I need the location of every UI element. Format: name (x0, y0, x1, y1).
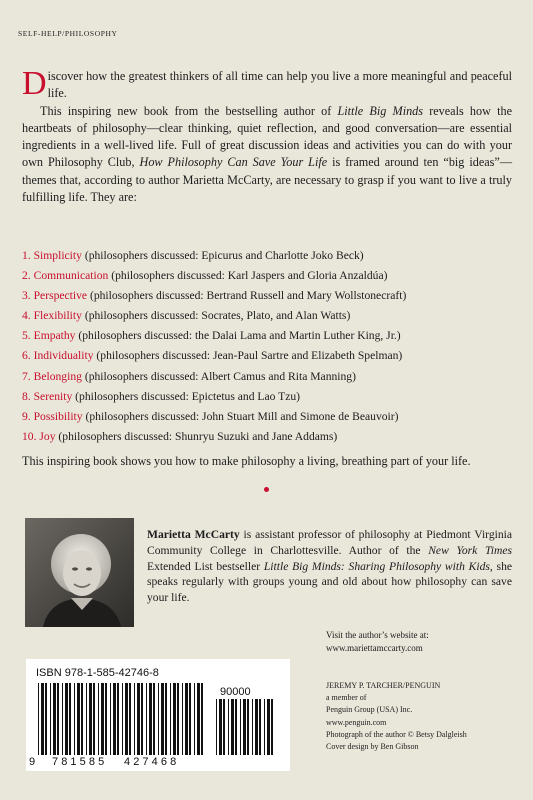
author-bio: Marietta McCarty is assistant professor of philosophy at Piedmont Virginia Community College in Charlottesville. Author of the New York Times Extended List bestseller Little Big Minds: Sharing Philosophy with Kids, she speaks regularly with groups young and old about how philosophy can save your life. (147, 528, 513, 605)
list-item: 9. Possibility (philosophers discussed: John Stuart Mill and Simone de Beauvoir) (22, 409, 399, 423)
publisher-url: www.penguin.com (326, 717, 387, 727)
list-item: 1. Simplicity (philosophers discussed: Epicurus and Charlotte Joko Beck) (22, 249, 364, 262)
list-item: 7. Belonging (philosophers discussed: Albert Camus and Rita Manning) (22, 369, 356, 383)
svg-text:781585: 781585 (52, 756, 108, 768)
big-ideas-list (22, 248, 522, 449)
svg-text:427468: 427468 (124, 756, 180, 768)
svg-text:9: 9 (29, 756, 36, 768)
category-label: SELF-HELP/PHILOSOPHY (18, 29, 118, 38)
list-item: 6. Individuality (philosophers discussed: Jean-Paul Sartre and Elizabeth Spelman) (22, 349, 403, 363)
closing-line: This inspiring book shows you how to make philosophy a living, breathing part of your life. (22, 454, 471, 468)
bullet-ornament (264, 487, 269, 492)
price-code: 90000 (220, 686, 251, 698)
list-item: 2. Communication (philosophers discussed: Karl Jaspers and Gloria Anzaldúa) (22, 269, 388, 283)
barcode-graphic (26, 659, 290, 771)
book-title: Little Big Minds (337, 103, 424, 118)
author-photo (25, 518, 134, 627)
list-item: 3. Perspective (philosophers discussed: Bertrand Russell and Mary Wollstonecraft) (22, 289, 407, 303)
list-item: 4. Flexibility (philosophers discussed: Socrates, Plato, and Alan Watts) (22, 309, 351, 323)
list-item: 8. Serenity (philosophers discussed: Epictetus and Lao Tzu) (22, 389, 301, 403)
book-title: Little Big Minds: Sharing Philosophy with Kids (263, 559, 490, 573)
publisher-name: JEREMY P. TARCHER/PENGUIN (326, 681, 441, 690)
publisher-credits: JEREMY P. TARCHER/PENGUIN a member of Penguin Group (USA) Inc. www.penguin.com Photograph of the author © Betsy Dalgleish Cover design by Ben Gibson (326, 681, 467, 752)
website-url: www.mariettamccarty.com (326, 642, 423, 653)
intro-text (22, 65, 513, 206)
intro-paragraph-2: This inspiring new book from the bestselling author of Little Big Minds reveals how the heartbeats of philosophy—clear thinking, quiet reflection, and good conversation—are essential ingredients in a well-lived life. Full of great discussion ideas and activities you can do with your own Philosophy Club, How Philosophy Can Save Your Life is framed around ten “big ideas”—themes that, according to author Marietta McCarty, are necessary to grasp if you want to live a truly fulfilling life. They are: (22, 103, 513, 205)
intro-paragraph-1: Discover how the greatest thinkers of all time can help you live a more meaningful and peaceful life. (22, 65, 512, 102)
drop-cap: D (22, 65, 47, 102)
isbn-number: ISBN 978-1-585-42746-8 (36, 667, 159, 679)
ean-barcode-bars (38, 683, 203, 755)
addon-barcode-bars (216, 699, 273, 755)
author-website: Visit the author’s website at: www.mariettamccarty.com (326, 630, 429, 653)
author-portrait-image (25, 518, 134, 627)
author-name: Marietta McCarty (147, 528, 240, 541)
list-item: 10. Joy (philosophers discussed: Shunryu Suzuki and Jane Addams) (22, 429, 338, 443)
book-title: How Philosophy Can Save Your Life (139, 155, 328, 170)
list-item: 5. Empathy (philosophers discussed: the Dalai Lama and Martin Luther King, Jr.) (22, 329, 401, 343)
isbn-barcode-box (26, 659, 290, 771)
